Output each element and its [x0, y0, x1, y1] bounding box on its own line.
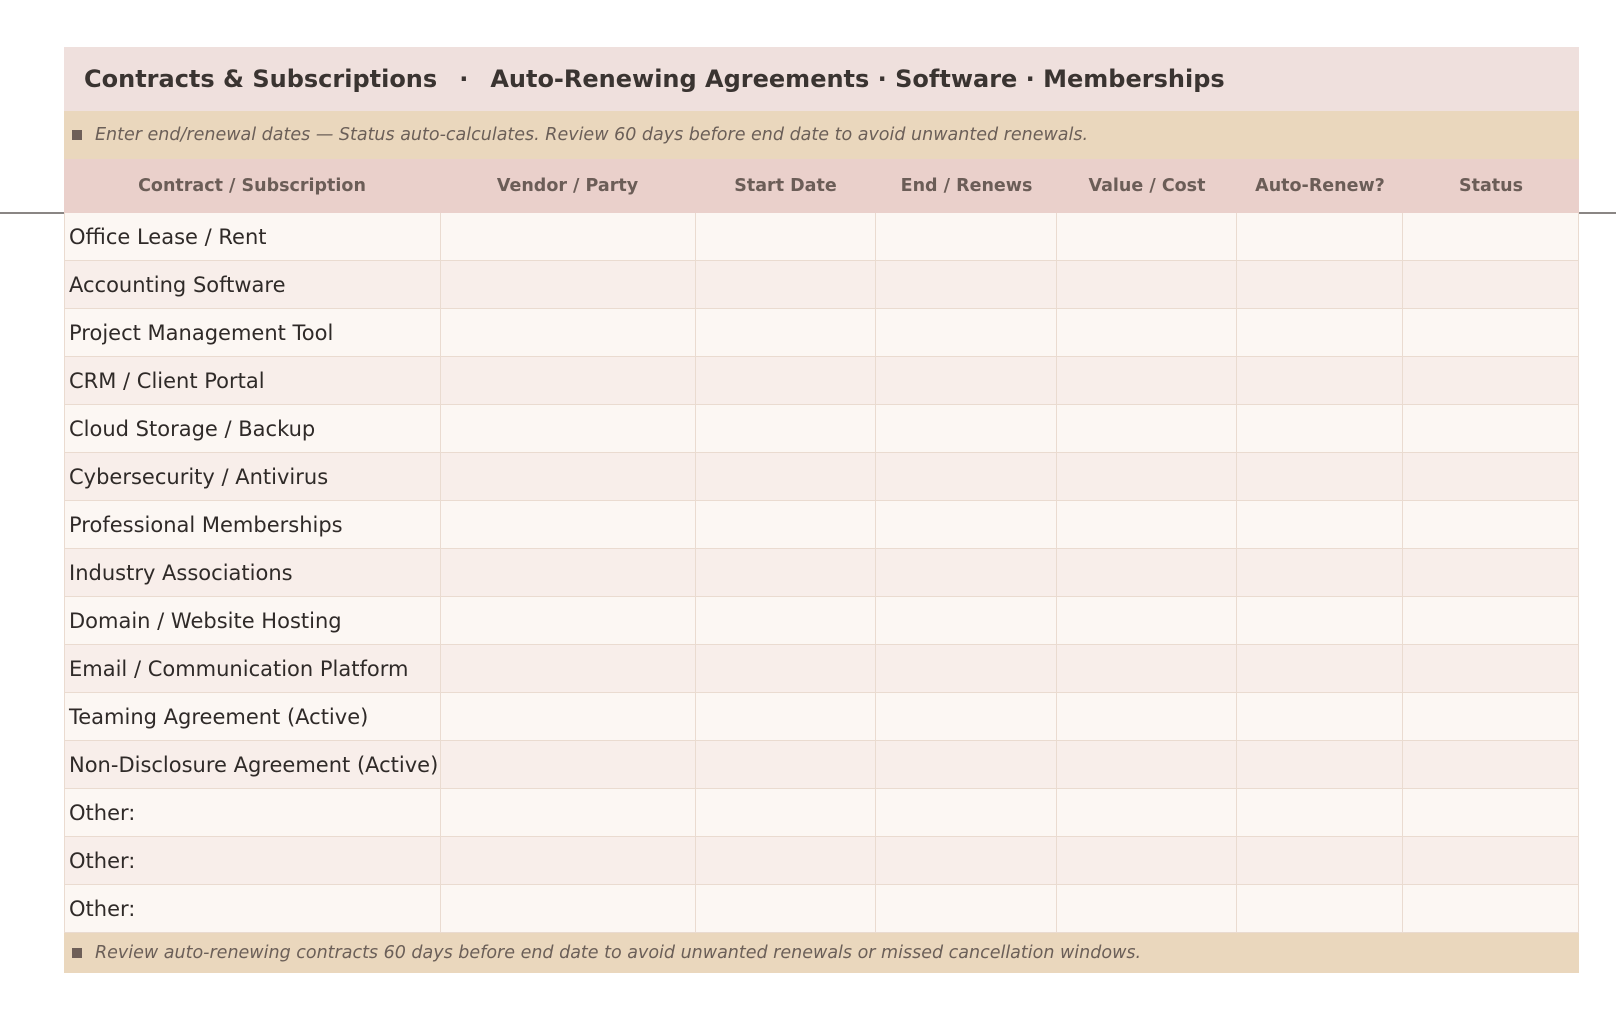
contract-name-cell[interactable]: Other:	[65, 885, 441, 932]
end-date-cell[interactable]	[876, 597, 1057, 644]
status-cell[interactable]	[1403, 837, 1579, 884]
value-cell[interactable]	[1057, 885, 1237, 932]
vendor-cell[interactable]	[441, 453, 696, 500]
vendor-cell[interactable]	[441, 885, 696, 932]
table-row	[65, 261, 1579, 309]
end-date-cell[interactable]	[876, 309, 1057, 356]
square-bullet-icon	[72, 948, 82, 958]
end-date-cell[interactable]	[876, 213, 1057, 260]
contract-name-cell[interactable]: Industry Associations	[65, 549, 441, 596]
contract-name-cell[interactable]: CRM / Client Portal	[65, 357, 441, 404]
vendor-cell[interactable]	[441, 405, 696, 452]
footer-note	[64, 933, 1579, 973]
vendor-cell[interactable]	[441, 261, 696, 308]
table-row	[65, 885, 1579, 933]
auto-renew-cell[interactable]	[1237, 357, 1403, 404]
status-cell[interactable]	[1403, 597, 1579, 644]
value-cell[interactable]	[1057, 645, 1237, 692]
value-cell[interactable]	[1057, 789, 1237, 836]
auto-renew-cell[interactable]	[1237, 597, 1403, 644]
value-cell[interactable]	[1057, 213, 1237, 260]
value-cell[interactable]	[1057, 693, 1237, 740]
start-date-cell[interactable]	[696, 501, 877, 548]
end-date-cell[interactable]	[876, 405, 1057, 452]
instruction-note	[64, 111, 1579, 159]
status-cell[interactable]	[1403, 885, 1579, 932]
auto-renew-cell[interactable]	[1237, 741, 1403, 788]
contract-name-cell[interactable]: Non-Disclosure Agreement (Active)	[65, 741, 441, 788]
value-cell[interactable]	[1057, 837, 1237, 884]
status-cell[interactable]	[1403, 501, 1579, 548]
square-bullet-icon	[72, 130, 82, 140]
contract-name-cell[interactable]: Other:	[65, 837, 441, 884]
auto-renew-cell[interactable]	[1237, 501, 1403, 548]
start-date-cell[interactable]	[696, 213, 877, 260]
contract-name-cell[interactable]: Teaming Agreement (Active)	[65, 693, 441, 740]
status-cell[interactable]	[1403, 789, 1579, 836]
contracts-sheet	[64, 47, 1579, 973]
value-cell[interactable]	[1057, 357, 1237, 404]
start-date-cell[interactable]	[696, 741, 877, 788]
contract-name-cell[interactable]: Cloud Storage / Backup	[65, 405, 441, 452]
table-row	[65, 213, 1579, 261]
vendor-cell[interactable]	[441, 213, 696, 260]
title-bar	[64, 47, 1579, 111]
auto-renew-cell[interactable]	[1237, 213, 1403, 260]
start-date-cell[interactable]	[696, 309, 877, 356]
auto-renew-cell[interactable]	[1237, 549, 1403, 596]
status-cell[interactable]	[1403, 357, 1579, 404]
end-date-cell[interactable]	[876, 789, 1057, 836]
end-date-cell[interactable]	[876, 693, 1057, 740]
vendor-cell[interactable]	[441, 741, 696, 788]
title-separator: ·	[459, 65, 469, 93]
value-cell[interactable]	[1057, 453, 1237, 500]
column-header-status[interactable]: Status	[1458, 176, 1524, 196]
vendor-cell[interactable]	[441, 693, 696, 740]
end-date-cell[interactable]	[876, 837, 1057, 884]
vendor-cell[interactable]	[441, 645, 696, 692]
status-cell[interactable]	[1403, 549, 1579, 596]
table-row	[65, 309, 1579, 357]
value-cell[interactable]	[1057, 741, 1237, 788]
start-date-cell[interactable]	[696, 597, 877, 644]
column-header-contract[interactable]: Contract / Subscription	[138, 176, 366, 196]
vendor-cell[interactable]	[441, 597, 696, 644]
contract-name-cell[interactable]: Project Management Tool	[65, 309, 441, 356]
contract-name-cell[interactable]: Office Lease / Rent	[65, 213, 441, 260]
value-cell[interactable]	[1057, 405, 1237, 452]
value-cell[interactable]	[1057, 309, 1237, 356]
auto-renew-cell[interactable]	[1237, 309, 1403, 356]
end-date-cell[interactable]	[876, 453, 1057, 500]
status-cell[interactable]	[1403, 645, 1579, 692]
auto-renew-cell[interactable]	[1237, 645, 1403, 692]
end-date-cell[interactable]	[876, 357, 1057, 404]
column-header-start-date[interactable]: Start Date	[734, 176, 837, 196]
status-cell[interactable]	[1403, 693, 1579, 740]
vendor-cell[interactable]	[441, 309, 696, 356]
auto-renew-cell[interactable]	[1237, 261, 1403, 308]
contract-name-cell[interactable]: Other:	[65, 789, 441, 836]
value-cell[interactable]	[1057, 261, 1237, 308]
table-row	[65, 501, 1579, 549]
vendor-cell[interactable]	[441, 501, 696, 548]
table-row	[65, 645, 1579, 693]
contract-name-cell[interactable]: Domain / Website Hosting	[65, 597, 441, 644]
auto-renew-cell[interactable]	[1237, 885, 1403, 932]
start-date-cell[interactable]	[696, 549, 877, 596]
end-date-cell[interactable]	[876, 885, 1057, 932]
table-row	[65, 693, 1579, 741]
contract-name-cell[interactable]: Email / Communication Platform	[65, 645, 441, 692]
table-row	[65, 597, 1579, 645]
vendor-cell[interactable]	[441, 549, 696, 596]
contract-name-cell[interactable]: Accounting Software	[65, 261, 441, 308]
sheet-subtitle: Auto-Renewing Agreements · Software · Memberships	[490, 65, 1225, 93]
end-date-cell[interactable]	[876, 741, 1057, 788]
column-header-value-cost[interactable]: Value / Cost	[1088, 176, 1206, 196]
vendor-cell[interactable]	[441, 837, 696, 884]
auto-renew-cell[interactable]	[1237, 405, 1403, 452]
footer-text: Review auto-renewing contracts 60 days before end date to avoid unwanted renewals or missed cancellation windows.	[95, 943, 1142, 963]
start-date-cell[interactable]	[696, 885, 877, 932]
auto-renew-cell[interactable]	[1237, 453, 1403, 500]
auto-renew-cell[interactable]	[1237, 789, 1403, 836]
column-header-auto-renew[interactable]: Auto-Renew?	[1255, 176, 1385, 196]
status-cell[interactable]	[1403, 213, 1579, 260]
status-cell[interactable]	[1403, 453, 1579, 500]
instruction-text: Enter end/renewal dates — Status auto-calculates. Review 60 days before end date to avoid unwanted renewals.	[95, 125, 1089, 145]
contract-name-cell[interactable]: Cybersecurity / Antivirus	[65, 453, 441, 500]
value-cell[interactable]	[1057, 597, 1237, 644]
table-row	[65, 405, 1579, 453]
value-cell[interactable]	[1057, 549, 1237, 596]
end-date-cell[interactable]	[876, 549, 1057, 596]
sheet-title: Contracts & Subscriptions	[84, 65, 438, 93]
start-date-cell[interactable]	[696, 405, 877, 452]
column-header-vendor[interactable]: Vendor / Party	[496, 176, 639, 196]
vendor-cell[interactable]	[441, 357, 696, 404]
table-row	[65, 453, 1579, 501]
column-header-end-renews[interactable]: End / Renews	[900, 176, 1033, 196]
end-date-cell[interactable]	[876, 261, 1057, 308]
table-row	[65, 789, 1579, 837]
end-date-cell[interactable]	[876, 501, 1057, 548]
auto-renew-cell[interactable]	[1237, 837, 1403, 884]
table-row	[65, 837, 1579, 885]
vendor-cell[interactable]	[441, 789, 696, 836]
status-cell[interactable]	[1403, 261, 1579, 308]
start-date-cell[interactable]	[696, 261, 877, 308]
start-date-cell[interactable]	[696, 837, 877, 884]
table-row	[65, 741, 1579, 789]
table-header	[64, 159, 1579, 213]
start-date-cell[interactable]	[696, 789, 877, 836]
start-date-cell[interactable]	[696, 693, 877, 740]
auto-renew-cell[interactable]	[1237, 693, 1403, 740]
status-cell[interactable]	[1403, 309, 1579, 356]
table-row	[65, 549, 1579, 597]
contract-name-cell[interactable]: Professional Memberships	[65, 501, 441, 548]
table-row	[65, 357, 1579, 405]
end-date-cell[interactable]	[876, 645, 1057, 692]
start-date-cell[interactable]	[696, 357, 877, 404]
table-body	[64, 213, 1579, 933]
status-cell[interactable]	[1403, 405, 1579, 452]
value-cell[interactable]	[1057, 501, 1237, 548]
start-date-cell[interactable]	[696, 645, 877, 692]
start-date-cell[interactable]	[696, 453, 877, 500]
status-cell[interactable]	[1403, 741, 1579, 788]
